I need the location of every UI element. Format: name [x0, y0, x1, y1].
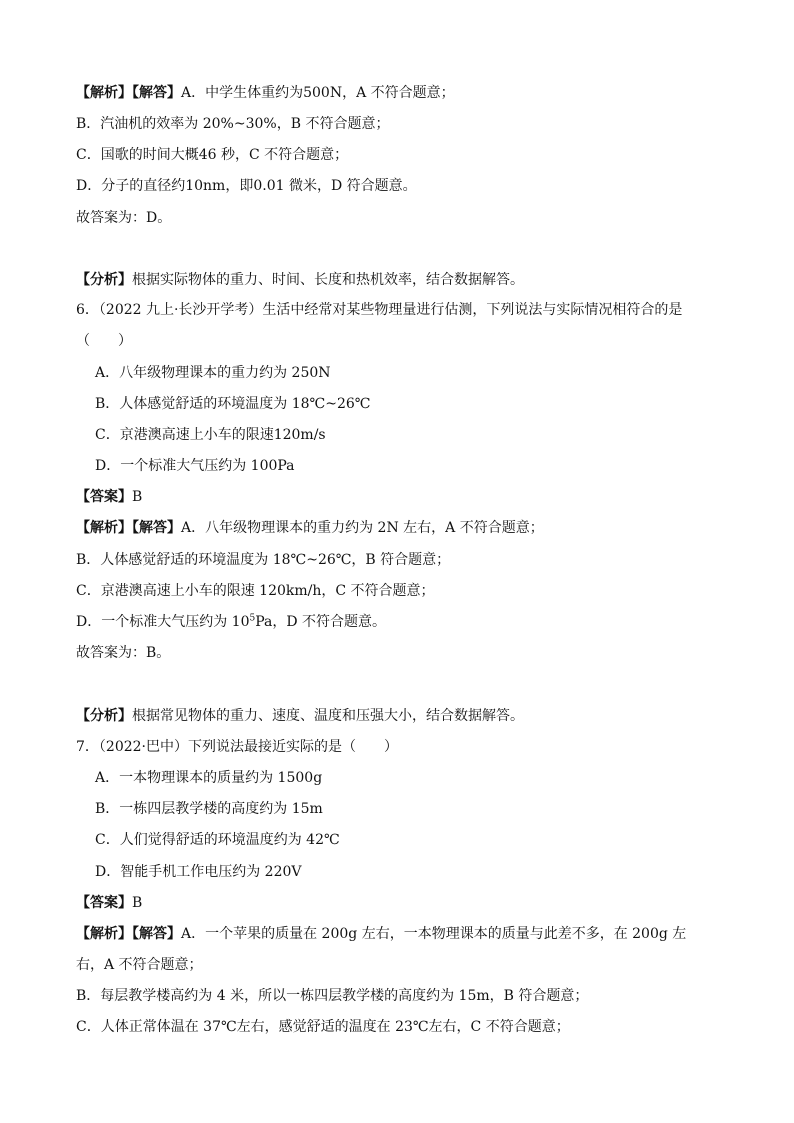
analysis-label: 【解析】	[76, 926, 132, 942]
q6-analysis-d	[76, 612, 386, 632]
prev-conclusion: 故答案为：D。	[76, 210, 172, 226]
answer-label: 【解答】	[132, 520, 181, 536]
q6-stem-line2: （ ）	[76, 333, 132, 349]
q7-answer-value: B	[132, 895, 143, 911]
q6-answer-value: B	[132, 489, 143, 505]
q6-analysis-c: C．京港澳高速上小车的限速 120km/h，C 不符合题意；	[76, 583, 435, 599]
q6-option-c: C．京港澳高速上小车的限速120m/s	[95, 427, 326, 443]
analysis-label: 【解析】	[76, 85, 132, 101]
prev-analysis-b: B．汽油机的效率为 20%~30%，B 不符合题意；	[76, 116, 390, 132]
q6-option-b: B．人体感觉舒适的环境温度为 18℃~26℃	[95, 396, 371, 412]
q6-conclusion: 故答案为：B。	[76, 645, 171, 661]
q6-option-d: D．一个标准大气压约为 100Pa	[95, 458, 295, 474]
daan-label: 【答案】	[76, 489, 132, 505]
answer-label: 【解答】	[132, 85, 181, 101]
q7-option-c: C．人们觉得舒适的环境温度约为 42℃	[95, 832, 340, 848]
q6-stem-line1: 6．（2022 九上·长沙开学考）生活中经常对某些物理量进行估测，下列说法与实际情况相符合的是	[76, 302, 683, 318]
prev-analysis-c: C．国歌的时间大概46 秒，C 不符合题意；	[76, 147, 349, 163]
q6-fenxi	[76, 706, 524, 726]
q7-analysis-b: B．每层教学楼高约为 4 米，所以一栋四层教学楼的高度约为 15m，B 符合题意；	[76, 988, 589, 1004]
prev-analysis-d: D．分子的直径约10nm，即0.01 微米，D 符合题意。	[76, 178, 417, 194]
fenxi-label: 【分析】	[76, 272, 132, 288]
q7-analysis-c: C．人体正常体温在 37℃左右，感觉舒适的温度在 23℃左右，C 不符合题意；	[76, 1019, 570, 1035]
prev-fenxi	[76, 270, 524, 290]
analysis-label: 【解析】	[76, 520, 132, 536]
q6-answer	[76, 487, 142, 507]
q7-answer	[76, 893, 142, 913]
q7-analysis-a-line2: 右，A 不符合题意；	[76, 957, 203, 973]
daan-label: 【答案】	[76, 895, 132, 911]
q7-option-b: B．一栋四层教学楼的高度约为 15m	[95, 801, 323, 817]
q6-analysis-d-post: Pa，D 不符合题意。	[255, 614, 387, 630]
q7-analysis-a-text: A．一个苹果的质量在 200g 左右，一本物理课本的质量与此差不多，在 200g 左	[181, 926, 687, 942]
answer-label: 【解答】	[132, 926, 181, 942]
q6-analysis-a	[76, 518, 544, 538]
prev-fenxi-text: 根据实际物体的重力、时间、长度和热机效率，结合数据解答。	[132, 272, 524, 288]
q7-option-d: D．智能手机工作电压约为 220V	[95, 864, 302, 880]
fenxi-label: 【分析】	[76, 708, 132, 724]
q6-option-a: A．八年级物理课本的重力约为 250N	[95, 365, 331, 381]
q6-analysis-b: B．人体感觉舒适的环境温度为 18℃~26℃，B 符合题意；	[76, 552, 451, 568]
prev-analysis-a	[76, 83, 455, 103]
q6-analysis-d-exponent: 5	[249, 613, 256, 624]
q7-analysis-a-line1	[76, 924, 686, 944]
q7-stem: 7．（2022·巴中）下列说法最接近实际的是（ ）	[76, 739, 398, 755]
q6-analysis-d-pre: D．一个标准大气压约为 10	[76, 614, 250, 630]
q6-fenxi-text: 根据常见物体的重力、速度、温度和压强大小，结合数据解答。	[132, 708, 524, 724]
q7-option-a: A．一本物理课本的质量约为 1500g	[95, 770, 323, 786]
prev-analysis-a-text: A．中学生体重约为500N，A 不符合题意；	[181, 85, 455, 101]
q6-analysis-a-text: A．八年级物理课本的重力约为 2N 左右，A 不符合题意；	[181, 520, 544, 536]
